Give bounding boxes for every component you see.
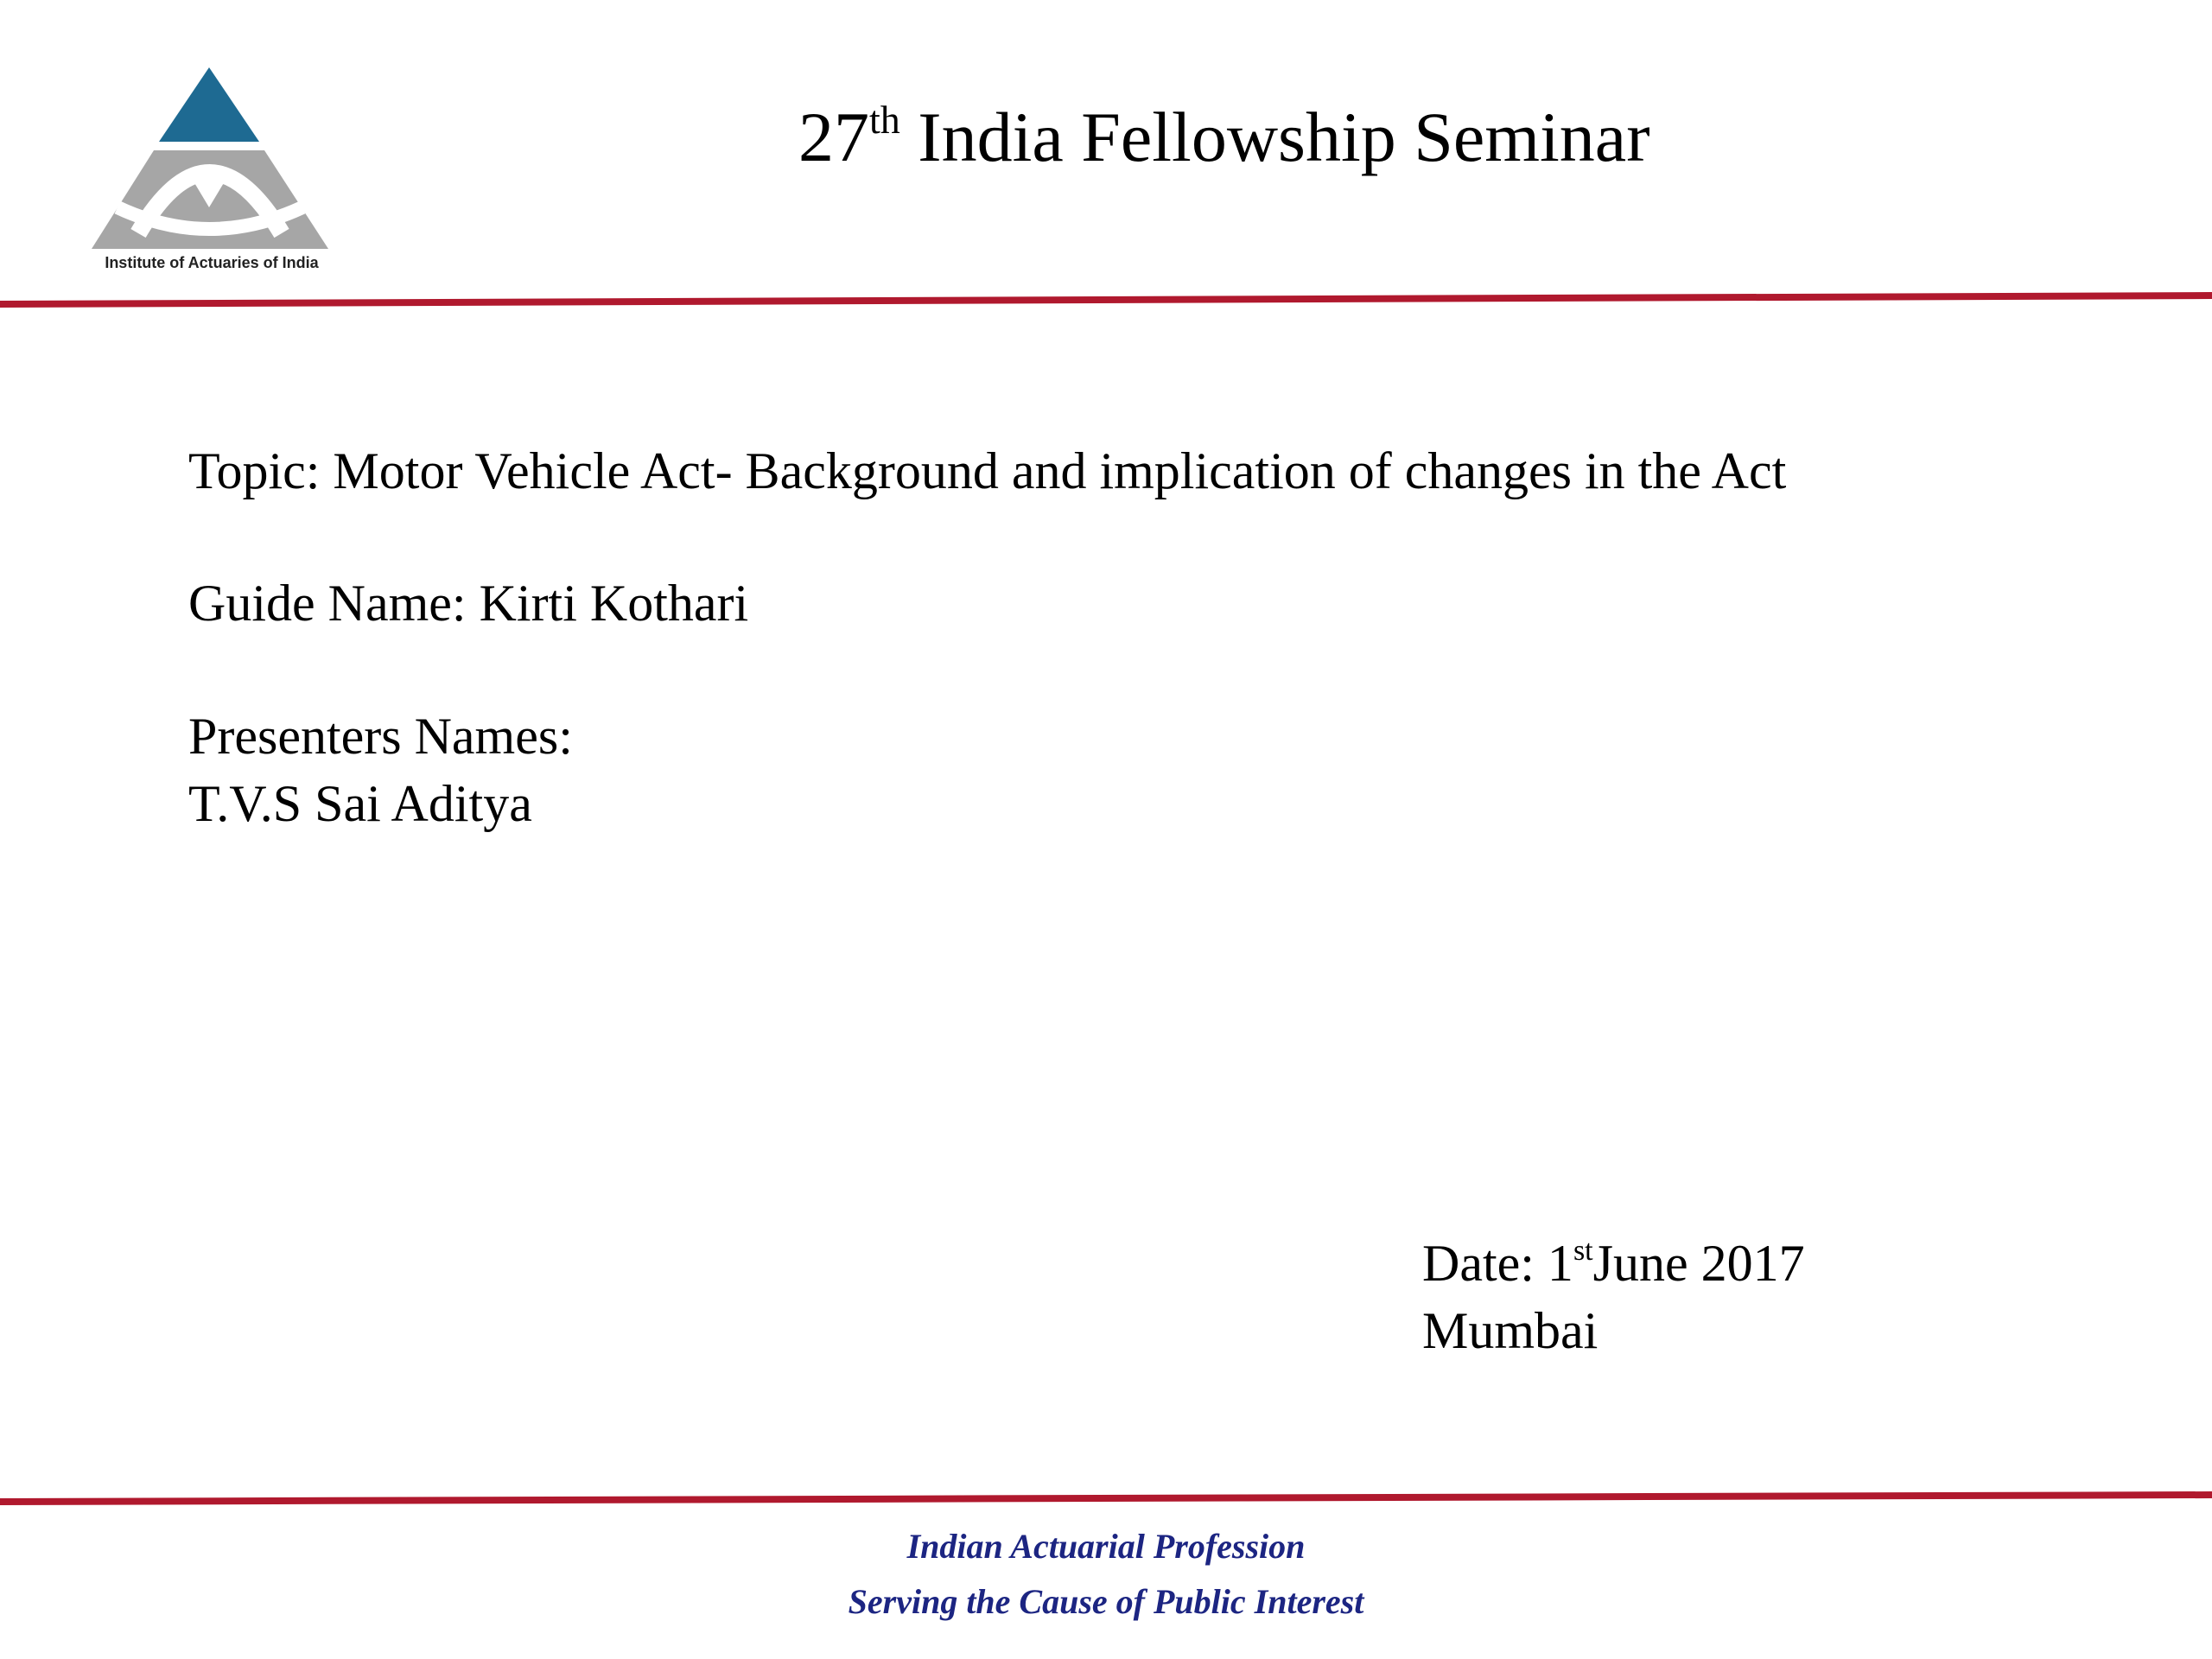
topic-text: Topic: Motor Vehicle Act- Background and implication of changes in the Act: [188, 442, 1787, 499]
presenter-name: T.V.S Sai Aditya: [188, 775, 532, 832]
title-text: India Fellowship Seminar: [899, 98, 1650, 176]
date-prefix: Date: 1: [1422, 1235, 1573, 1292]
title-number: 27: [798, 98, 869, 176]
date-text: [1422, 1235, 1805, 1292]
date-superscript: st: [1573, 1235, 1593, 1267]
presenters-label: Presenters Names:: [188, 708, 573, 765]
date-rest: June 2017: [1592, 1235, 1805, 1292]
footer-line-1: Indian Actuarial Profession: [906, 1527, 1306, 1566]
title-superscript: th: [869, 98, 900, 142]
institute-logo: [86, 60, 337, 282]
slide-title: [798, 98, 1650, 176]
triangle-logo-icon: [86, 60, 337, 251]
footer-line-2: Serving the Cause of Public Interest: [848, 1582, 1364, 1621]
top-divider: [0, 285, 2212, 311]
guide-name-text: Guide Name: Kirti Kothari: [188, 575, 749, 632]
bottom-divider: [0, 1486, 2212, 1512]
location-text: Mumbai: [1422, 1302, 1599, 1359]
logo-caption: Institute of Actuaries of India: [105, 254, 319, 271]
